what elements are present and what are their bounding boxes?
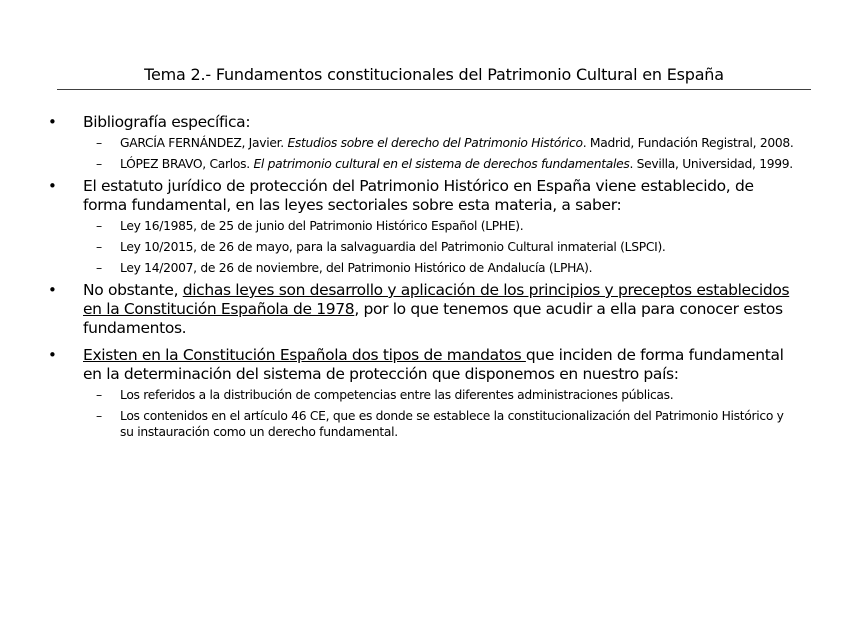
sub-bullet-text: Ley 14/2007, de 26 de noviembre, del Patrimonio Histórico de Andalucía (LPHA). xyxy=(120,261,593,275)
sub-bullet-text: Ley 10/2015, de 26 de mayo, para la salvaguardia del Patrimonio Cultural inmaterial (LSPCI). xyxy=(120,240,666,254)
sub-bullet-marker: – xyxy=(96,219,102,233)
title-divider xyxy=(57,89,811,90)
sub-bullet-marker: – xyxy=(96,157,102,171)
sub-bullet-marker: – xyxy=(96,409,102,423)
bullet-marker: • xyxy=(48,113,57,131)
sub-list-leyes xyxy=(0,218,848,276)
bullet-text xyxy=(83,346,800,384)
bullet-text-rest: , por lo que tenemos que acudir a ella para conocer estos fundamentos. xyxy=(83,300,783,337)
sub-bullet-marker: – xyxy=(96,240,102,254)
reference-work-title: El patrimonio cultural en el sistema de derechos fundamentales xyxy=(253,157,630,171)
bullet-text xyxy=(83,281,800,338)
sub-bullet-marker: – xyxy=(96,388,102,402)
bullet-marker: • xyxy=(48,177,57,195)
reference-author: LÓPEZ BRAVO, Carlos. xyxy=(120,157,254,171)
sub-bullet xyxy=(0,260,848,276)
sub-bullet xyxy=(0,156,848,172)
bullet-text-underlined: Existen en la Constitución Española dos tipos de mandatos xyxy=(83,346,526,364)
bullet-bibliografia xyxy=(0,113,848,132)
reference-publication: . Madrid, Fundación Registral, 2008. xyxy=(582,136,794,150)
bullet-text-rest: que inciden de forma fundamental en la determinación del sistema de protección que disponemos en nuestro país: xyxy=(83,346,784,383)
bullet-no-obstante xyxy=(0,281,848,338)
sub-bullet xyxy=(0,218,848,234)
sub-bullet xyxy=(0,239,848,255)
bullet-marker: • xyxy=(48,346,57,364)
sub-bullet xyxy=(0,408,848,440)
sub-bullet-marker: – xyxy=(96,261,102,275)
bullet-text: Bibliografía específica: xyxy=(83,113,251,131)
sub-bullet-text: Los referidos a la distribución de competencias entre las diferentes administraciones públicas. xyxy=(120,388,674,402)
bullet-mandatos xyxy=(0,346,848,384)
bullet-text-underlined: dichas leyes son desarrollo y aplicación de los principios y preceptos establecidos en la Constitución Española de 1978 xyxy=(83,281,790,318)
reference-work-title: Estudios sobre el derecho del Patrimonio Histórico xyxy=(287,136,583,150)
sub-list-mandatos xyxy=(0,387,848,440)
slide-title: Tema 2.- Fundamentos constitucionales del Patrimonio Cultural en España xyxy=(144,65,724,84)
sub-bullet xyxy=(0,387,848,403)
slide-content xyxy=(0,113,848,445)
reference-publication: . Sevilla, Universidad, 1999. xyxy=(629,157,793,171)
bullet-text: El estatuto jurídico de protección del Patrimonio Histórico en España viene establecido, de forma fundamental, en las leyes sectoriales sobre esta materia, a saber: xyxy=(83,177,754,214)
sub-bullet xyxy=(0,135,848,151)
bullet-text-intro: No obstante, xyxy=(83,281,183,299)
bullet-marker: • xyxy=(48,281,57,299)
sub-bullet-marker: – xyxy=(96,136,102,150)
sub-bullet-text: Los contenidos en el artículo 46 CE, que es donde se establece la constitucionalización del Patrimonio Histórico y su instauración como un derecho fundamental. xyxy=(120,409,784,439)
sub-list-bibliografia xyxy=(0,135,848,172)
sub-bullet-text: Ley 16/1985, de 25 de junio del Patrimonio Histórico Español (LPHE). xyxy=(120,219,524,233)
reference-author: GARCÍA FERNÁNDEZ, Javier. xyxy=(120,136,288,150)
bullet-estatuto-juridico xyxy=(0,177,848,215)
